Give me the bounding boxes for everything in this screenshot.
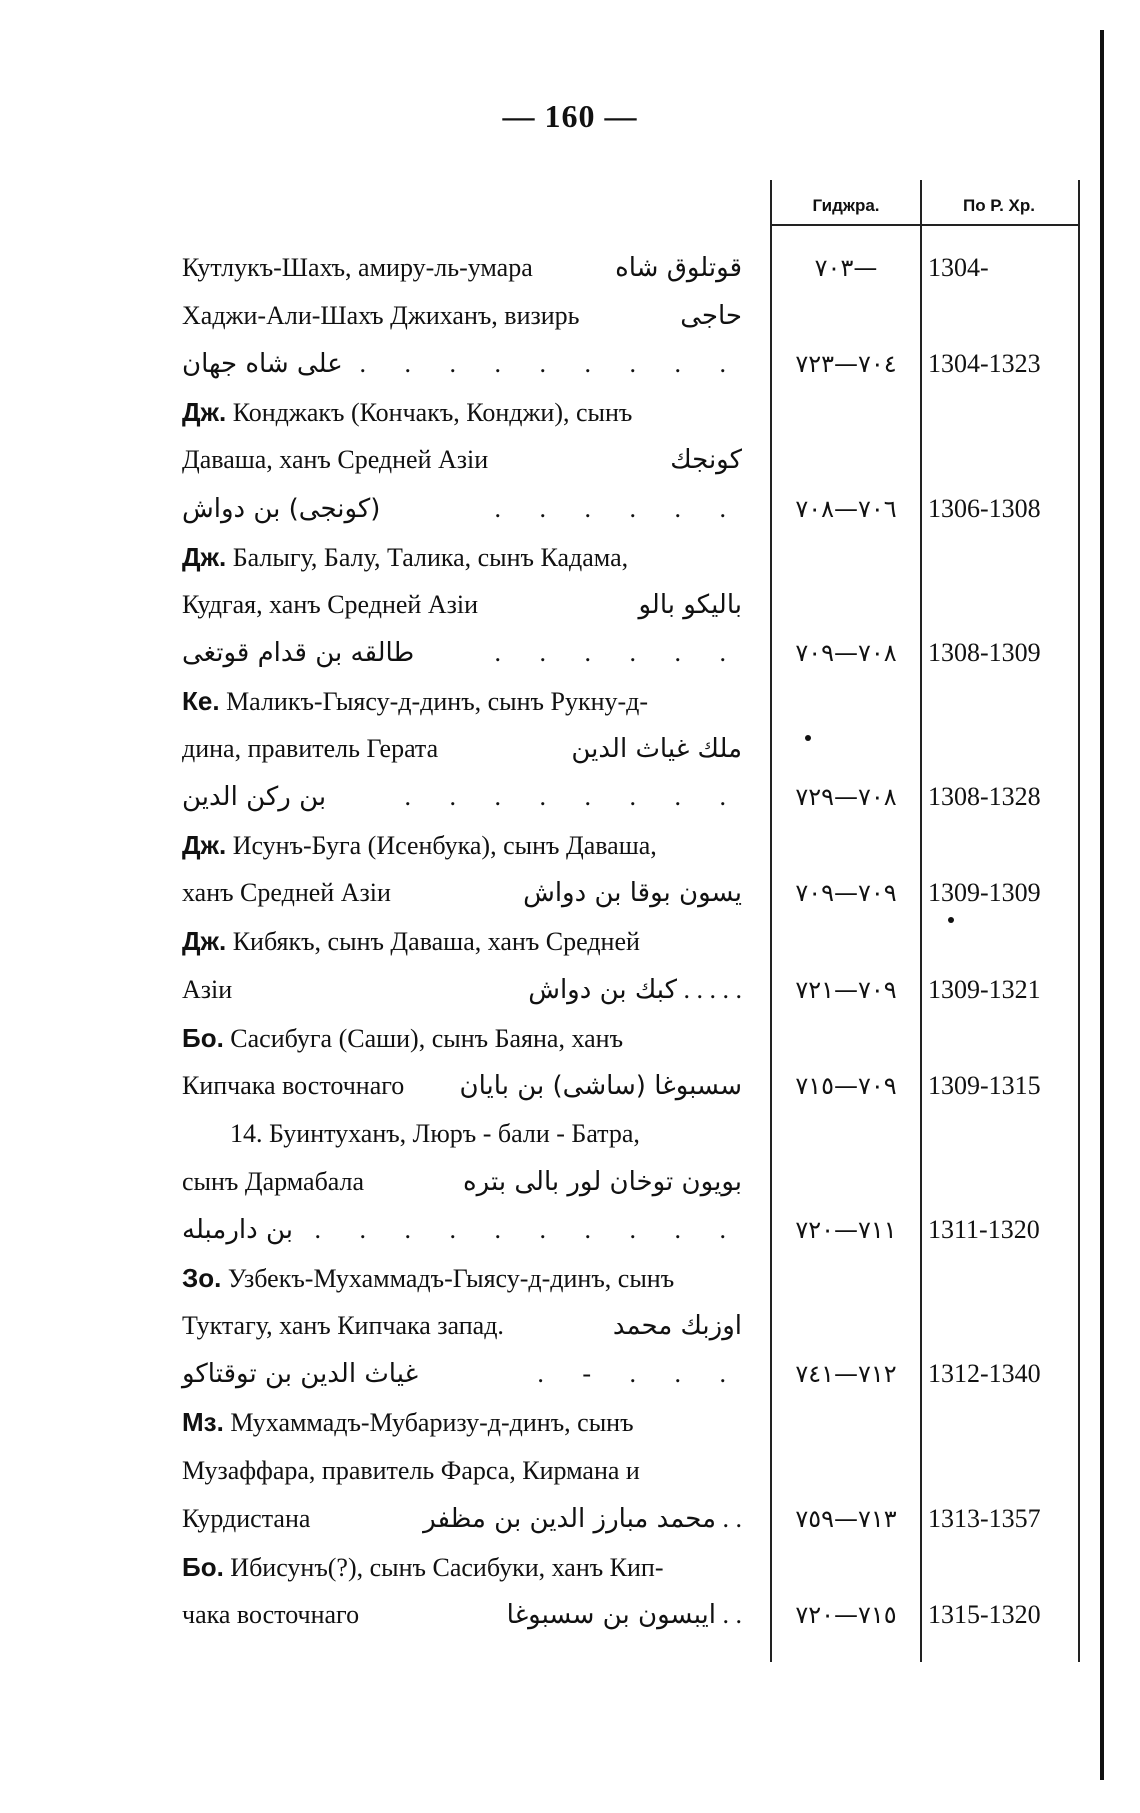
arabic-name: یسون بوقا بن دواش (523, 878, 742, 908)
entry-line (182, 970, 742, 1010)
ad-date: 1309-1321 (928, 975, 1041, 1004)
entry-line (182, 681, 742, 721)
entry-text (182, 921, 640, 962)
column-header-hijra: Гиджра. (812, 196, 880, 215)
leader-dots: . . . . . . . . . (359, 349, 742, 378)
arabic-name: بن دارمبله (182, 1215, 293, 1245)
dynasty-code: Зо. (182, 1263, 222, 1293)
russian-text: Даваша, ханъ Средней Азіи (182, 445, 489, 474)
ad-date: 1306-1308 (928, 494, 1041, 523)
entry-line (182, 825, 742, 865)
leader-dots: . . . . . (683, 975, 742, 1004)
entry-line (182, 921, 742, 961)
table-header-rule (770, 224, 1080, 226)
russian-text: Туктагу, ханъ Кипчака запад. (182, 1311, 504, 1340)
entry-line (182, 1258, 742, 1298)
entry-line (182, 440, 742, 480)
leader-dots: . - . . . (537, 1359, 742, 1388)
russian-text: ханъ Средней Азіи (182, 878, 391, 907)
russian-text: сынъ Дармабала (182, 1167, 365, 1196)
hijra-date: ٧٠٣— (814, 254, 878, 282)
leader-dots: . . . . . . (494, 494, 742, 523)
arabic-name: سسبوغا (ساشی) بن بایان (459, 1071, 742, 1101)
russian-text: Исунъ-Буга (Исенбука), сынъ Даваша, (232, 831, 657, 860)
hijra-date: ٧٠٦—٧٠٨ (795, 495, 897, 523)
entry-text (182, 1499, 310, 1539)
entry-tail (523, 873, 742, 913)
entry-line (230, 1114, 742, 1154)
ad-date: 1309-1315 (928, 1071, 1041, 1100)
entry-line (182, 1210, 742, 1250)
ink-dot (805, 735, 811, 741)
entry-tail (463, 1162, 742, 1202)
russian-text: Кудгая, ханъ Средней Азіи (182, 590, 479, 619)
arabic-name: بن رکن الدین (182, 782, 327, 812)
entry-line (182, 1547, 742, 1587)
dynasty-code: Бо. (182, 1023, 224, 1053)
leader-dots: . . . . . . (494, 638, 742, 667)
leader-dots: . . . . . . . . (404, 782, 742, 811)
entry-tail (423, 1499, 742, 1539)
entry-line (182, 1402, 742, 1442)
russian-text: Мухаммадъ-Мубаризу-д-динъ, сынъ (230, 1408, 634, 1437)
entry-line (182, 344, 742, 384)
ad-date: 1304-1323 (928, 349, 1041, 378)
entry-text (182, 1018, 623, 1059)
dynasty-code: Дж. (182, 926, 227, 956)
entry-tail (528, 970, 742, 1010)
dynasty-code: Дж. (182, 830, 227, 860)
russian-text: чака восточнаго (182, 1600, 360, 1629)
ad-date: 1315-1320 (928, 1600, 1041, 1629)
russian-text: 14. Буинтуханъ, Люръ - бали - Батра, (230, 1119, 640, 1148)
entry-line (182, 1162, 742, 1202)
entry-line (182, 1451, 742, 1491)
russian-text: дина, правитель Герата (182, 734, 439, 763)
table-right-rule (1078, 180, 1080, 1662)
hijra-date: ٧١٢—٧٤١ (795, 1360, 897, 1388)
arabic-name: ملك غیاث الدین (571, 734, 742, 764)
entry-text (182, 970, 232, 1010)
entry-line (182, 1595, 742, 1635)
entry-text (182, 248, 533, 288)
hijra-date: ٧١٣—٧٥٩ (795, 1505, 897, 1533)
entry-tail (639, 585, 743, 625)
arabic-name: بالیکو بالو (638, 590, 742, 620)
entry-tail (615, 248, 742, 288)
ad-date: 1309-1309 (928, 878, 1041, 907)
entry-tail (613, 1306, 742, 1346)
entry-line (182, 633, 742, 673)
russian-text: Узбекъ-Мухаммадъ-Гыясу-д-динъ, сынъ (227, 1264, 675, 1293)
entry-line (182, 392, 742, 432)
entry-text (182, 1162, 364, 1202)
russian-text: Кипчака восточнаго (182, 1071, 405, 1100)
entry-line (182, 729, 742, 769)
table-middle-rule (920, 180, 922, 1662)
entry-text (182, 1258, 674, 1299)
entry-text (182, 585, 478, 625)
entry-text (182, 1066, 404, 1106)
hijra-date: ٧١١—٧٢٠ (795, 1216, 897, 1244)
entry-text (182, 729, 438, 769)
arabic-name: محمد مبارز الدین بن مظفر (423, 1504, 716, 1534)
ad-date: 1311-1320 (928, 1215, 1040, 1244)
entry-text (182, 1547, 664, 1588)
russian-text: Сасибуга (Саши), сынъ Баяна, ханъ (230, 1024, 624, 1053)
entry-text (182, 873, 391, 913)
column-header-ad: По Р. Хр. (962, 196, 1035, 215)
entry-text (182, 537, 628, 578)
ink-dot (948, 917, 954, 923)
russian-text: Курдистана (182, 1504, 311, 1533)
entry-line (182, 1354, 742, 1394)
entry-line (182, 296, 742, 336)
entry-line (182, 1499, 742, 1539)
table-left-rule (770, 180, 772, 1662)
leader-dots: . . (722, 1600, 742, 1629)
dynasty-code: Бо. (182, 1552, 224, 1582)
entry-text (182, 296, 580, 336)
arabic-name: کونجك (670, 445, 742, 475)
arabic-name: قوتلوق شاه (615, 253, 742, 283)
arabic-name: بویون توخان لور بالی بتره (463, 1167, 742, 1197)
dynasty-code: Дж. (182, 397, 227, 427)
russian-text: Музаффара, правитель Фарса, Кирмана и (182, 1456, 640, 1485)
russian-text: Хаджи-Али-Шахъ Джиханъ, визирь (182, 301, 580, 330)
russian-text: Ибисунъ(?), сынъ Сасибуки, ханъ Кип- (230, 1553, 664, 1582)
hijra-date: ٧٠٨—٧٢٩ (795, 783, 897, 811)
entry-tail (680, 296, 742, 336)
entry-text (182, 1402, 634, 1443)
entry-line (182, 1018, 742, 1058)
entry-text (182, 1595, 359, 1635)
arabic-name: علی شاه جهان (182, 349, 343, 379)
entry-tail (571, 729, 742, 769)
ad-date: 1313-1357 (928, 1504, 1041, 1533)
arabic-name: غیاث الدین بن توقتاکو (182, 1359, 419, 1389)
ad-date: 1308-1328 (928, 782, 1041, 811)
entry-text (230, 1114, 640, 1154)
entry-line (182, 1306, 742, 1346)
arabic-name: ایبسون بن سسبوغا (506, 1600, 716, 1630)
russian-text: Конджакъ (Кончакъ, Конджи), сынъ (232, 398, 633, 427)
hijra-date: ٧٠٩—٧١٥ (795, 1072, 897, 1100)
dynasty-code: Ке. (182, 686, 220, 716)
hijra-date: ٧٠٨—٧٠٩ (795, 639, 897, 667)
russian-text: Азіи (182, 975, 233, 1004)
entry-text (182, 1306, 504, 1346)
leader-dots: . . . . . . . . . . (314, 1215, 742, 1244)
arabic-name: (کونجی) بن دواش (182, 494, 381, 524)
page-number: — 160 — (502, 98, 638, 134)
ad-date: 1304- (928, 253, 989, 282)
russian-text: Кутлукъ-Шахъ, амиру-ль-умара (182, 253, 533, 282)
entry-text (182, 440, 488, 480)
entry-line (182, 777, 742, 817)
hijra-date: ٧٠٤—٧٢٣ (795, 350, 897, 378)
entry-line (182, 248, 742, 288)
entry-tail (460, 1066, 742, 1106)
hijra-date: ٧٠٩—٧٠٩ (795, 879, 897, 907)
leader-dots: . . (722, 1504, 742, 1533)
arabic-name: اوزبك محمد (612, 1311, 742, 1341)
entry-tail (670, 440, 742, 480)
hijra-date: ٧٠٩—٧٢١ (795, 976, 897, 1004)
russian-text: Кибякъ, сынъ Даваша, ханъ Средней (232, 927, 640, 956)
hijra-date: ٧١٥—٧٢٠ (795, 1601, 897, 1629)
russian-text: Маликъ-Гыясу-д-динъ, сынъ Рукну-д- (226, 687, 649, 716)
ad-date: 1308-1309 (928, 638, 1041, 667)
arabic-name: حاجی (680, 301, 742, 331)
arabic-name: کبك بن دواش (528, 975, 677, 1005)
entry-line (182, 585, 742, 625)
page-edge-rule (1100, 30, 1104, 1780)
entry-line (182, 873, 742, 913)
entry-text (182, 681, 648, 722)
entry-line (182, 489, 742, 529)
ad-date: 1312-1340 (928, 1359, 1041, 1388)
entry-text (182, 825, 657, 866)
dynasty-code: Мз. (182, 1407, 224, 1437)
russian-text: Балыгу, Балу, Талика, сынъ Кадама, (232, 543, 629, 572)
dynasty-code: Дж. (182, 542, 227, 572)
arabic-name: طالقه بن قدام قوتغی (182, 638, 415, 668)
entry-tail (507, 1595, 742, 1635)
entry-text (182, 392, 632, 433)
entry-line (182, 537, 742, 577)
entry-text (182, 1451, 640, 1491)
entry-line (182, 1066, 742, 1106)
